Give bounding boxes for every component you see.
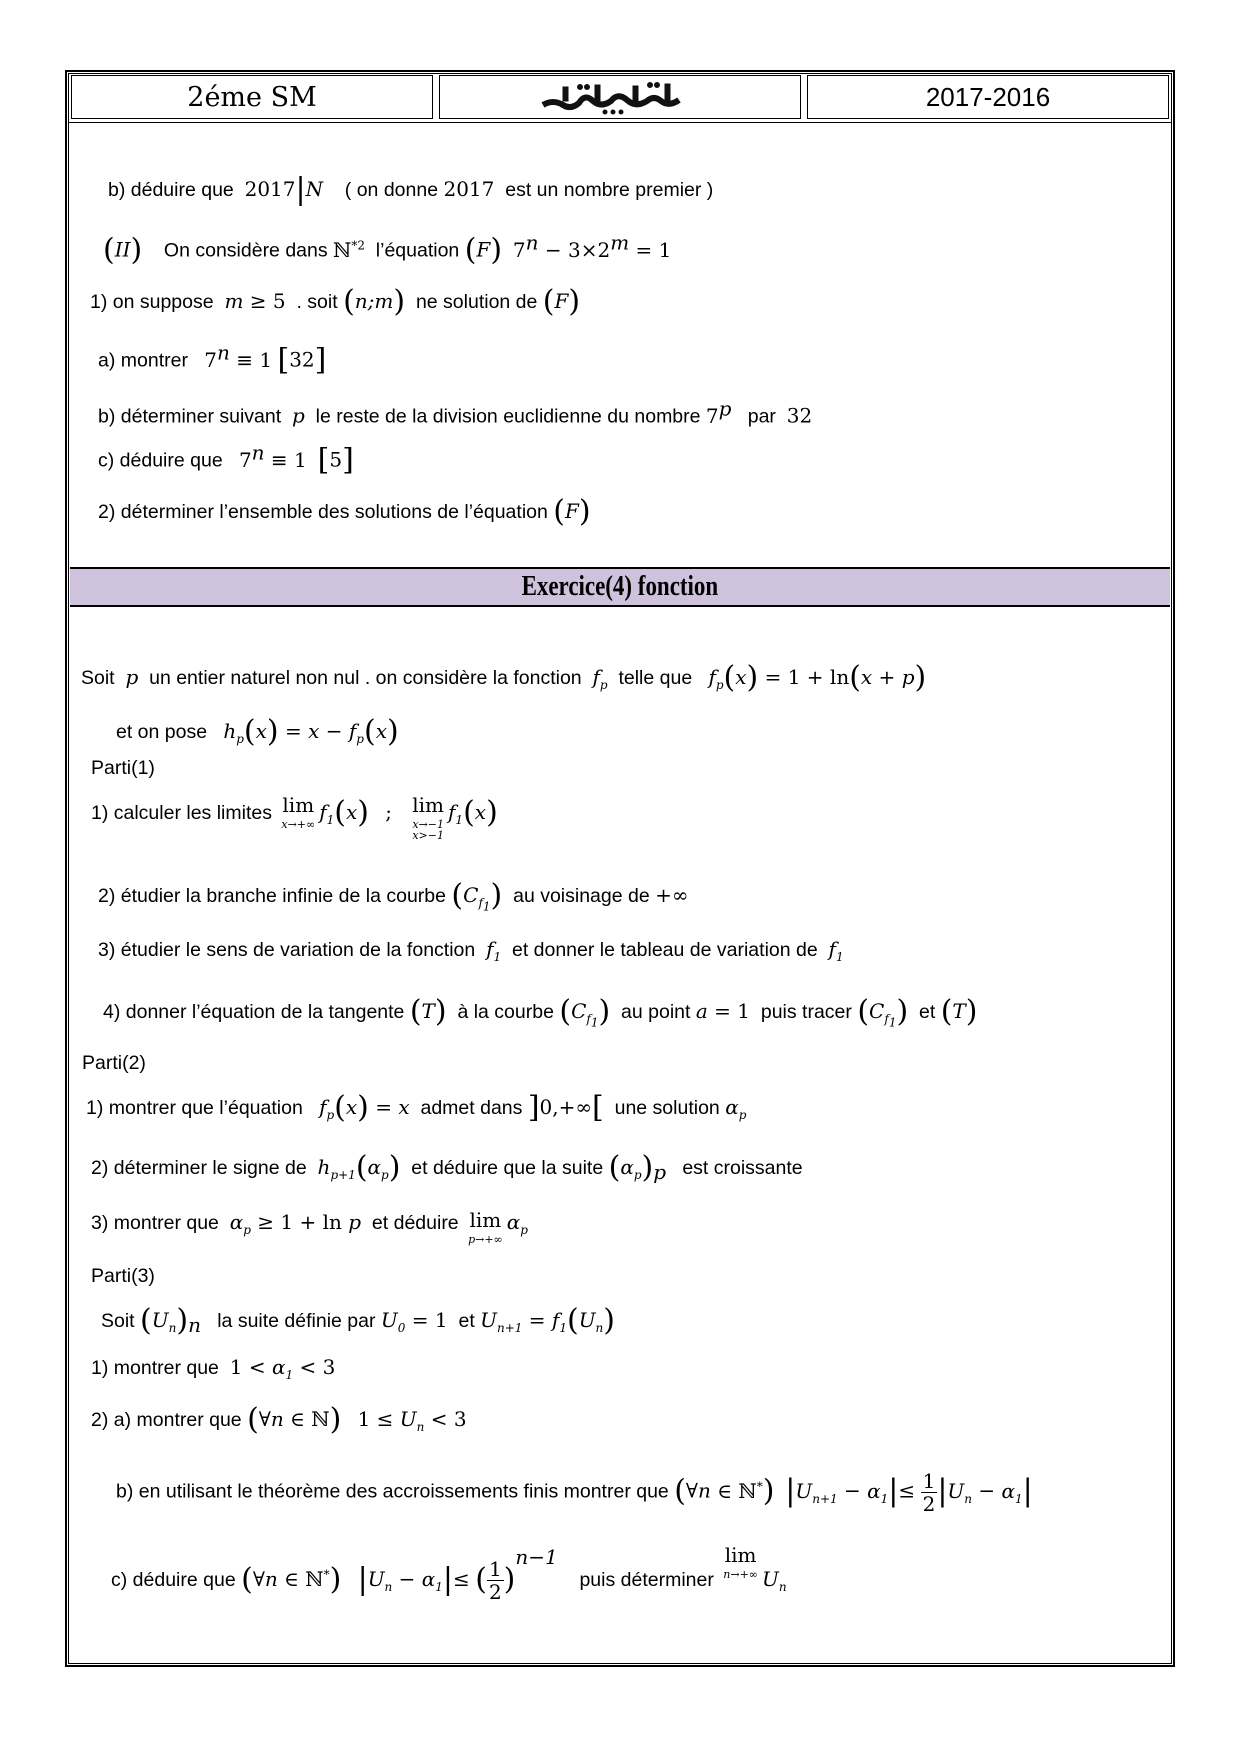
p3-q1: 1) montrer que $1 < \alpha_1 < 3$: [91, 1355, 336, 1382]
ex4-define-h: et on pose $h_p(x) = x - f_p(x)$: [116, 714, 399, 749]
p1-q2: 2) étudier la branche infinie de la courbe $(C_{f_1})$ au voisinage de +∞: [98, 878, 689, 914]
section-title: Exercice(4) fonction: [70, 567, 1170, 607]
parti-2-heading: Parti(2): [82, 1052, 146, 1074]
p1-q3: 3) étudier le sens de variation de la fonction $f_1$ et donner le tableau de variation de $f_1$: [98, 937, 844, 964]
class-label: 2éme SM: [71, 75, 433, 119]
p1-q4: 4) donner l’équation de la tangente (T) à la courbe $(C_{f_1})$ au point a = 1 puis tracer $(C_{f_1})$ et (T): [103, 994, 978, 1030]
p3-intro: Soit $(U_n)_n$ la suite définie par $U_0 = 1$ et $U_{n+1} = f_1(U_n)$: [101, 1303, 615, 1338]
line-q1: 1) on suppose m ≥ 5 . soit (n;m) ne solution de (F): [90, 284, 581, 319]
p2-q1: 1) montrer que l’équation $f_p(x) = x$ admet dans ]0,+∞[ une solution $\alpha_p$: [86, 1090, 747, 1125]
parti-3-heading: Parti(3): [91, 1265, 155, 1287]
calligraphy-logo: [535, 79, 705, 115]
p2-q3: 3) montrer que $\alpha_p \ge 1 + \ln p$ et déduire lim p→+∞ $\alpha_p$: [91, 1208, 528, 1246]
header-logo: [439, 75, 801, 119]
p1-q1: 1) calculer les limites lim x→+∞ $f_1(x)$ ; lim x→−1 x>−1 $f_1(x)$: [91, 793, 498, 842]
parti-1-heading: Parti(1): [91, 757, 155, 779]
ex4-intro: Soit p un entier naturel non nul . on considère la fonction $f_p$ telle que $f_p(x) = 1 + \ln(x + p)$: [81, 660, 927, 695]
line-b-deduce: b) déduire que 2017|N ( on donne 2017 est un nombre premier ): [108, 172, 714, 207]
line-q2: 2) déterminer l’ensemble des solutions de l’équation (F): [98, 494, 591, 529]
p3-q2b: b) en utilisant le théorème des accroissements finis montrer que (∀n ∈ ℕ*) $|U_{n+1} - \alpha_1|\le$ $\frac{1}{2}$ $|U_n - \alpha_1|$: [116, 1469, 1033, 1516]
p3-q2a: 2) a) montrer que (∀n ∈ ℕ) $1 \le U_n < 3$: [91, 1402, 467, 1437]
line-qa: a) montrer $7^n \equiv 1$ [32]: [98, 340, 327, 378]
header-divider: [68, 122, 1172, 123]
line-qb: b) déterminer suivant p le reste de la division euclidienne du nombre 7$^p$ par 32: [98, 396, 813, 428]
p2-q2: 2) déterminer le signe de $h_{p+1}(\alpha_p)$ et déduire que la suite $(\alpha_p)_p$ est croissante: [91, 1150, 803, 1185]
line-II-intro: (II) On considère dans ℕ$^{*2}$ l’équation (F) $7^n - 3\times 2^m = 1$: [103, 230, 672, 268]
line-qc: c) déduire que $7^n \equiv 1$ [5]: [98, 440, 354, 478]
p3-q2c: c) déduire que (∀n ∈ ℕ*) $|U_n - \alpha_1|\le$ ( $\frac{1}{2}$ )$^{n-1}$ puis déterminer lim n→+∞ $U_n$: [111, 1543, 787, 1605]
school-year: 2017-2016: [807, 75, 1169, 119]
